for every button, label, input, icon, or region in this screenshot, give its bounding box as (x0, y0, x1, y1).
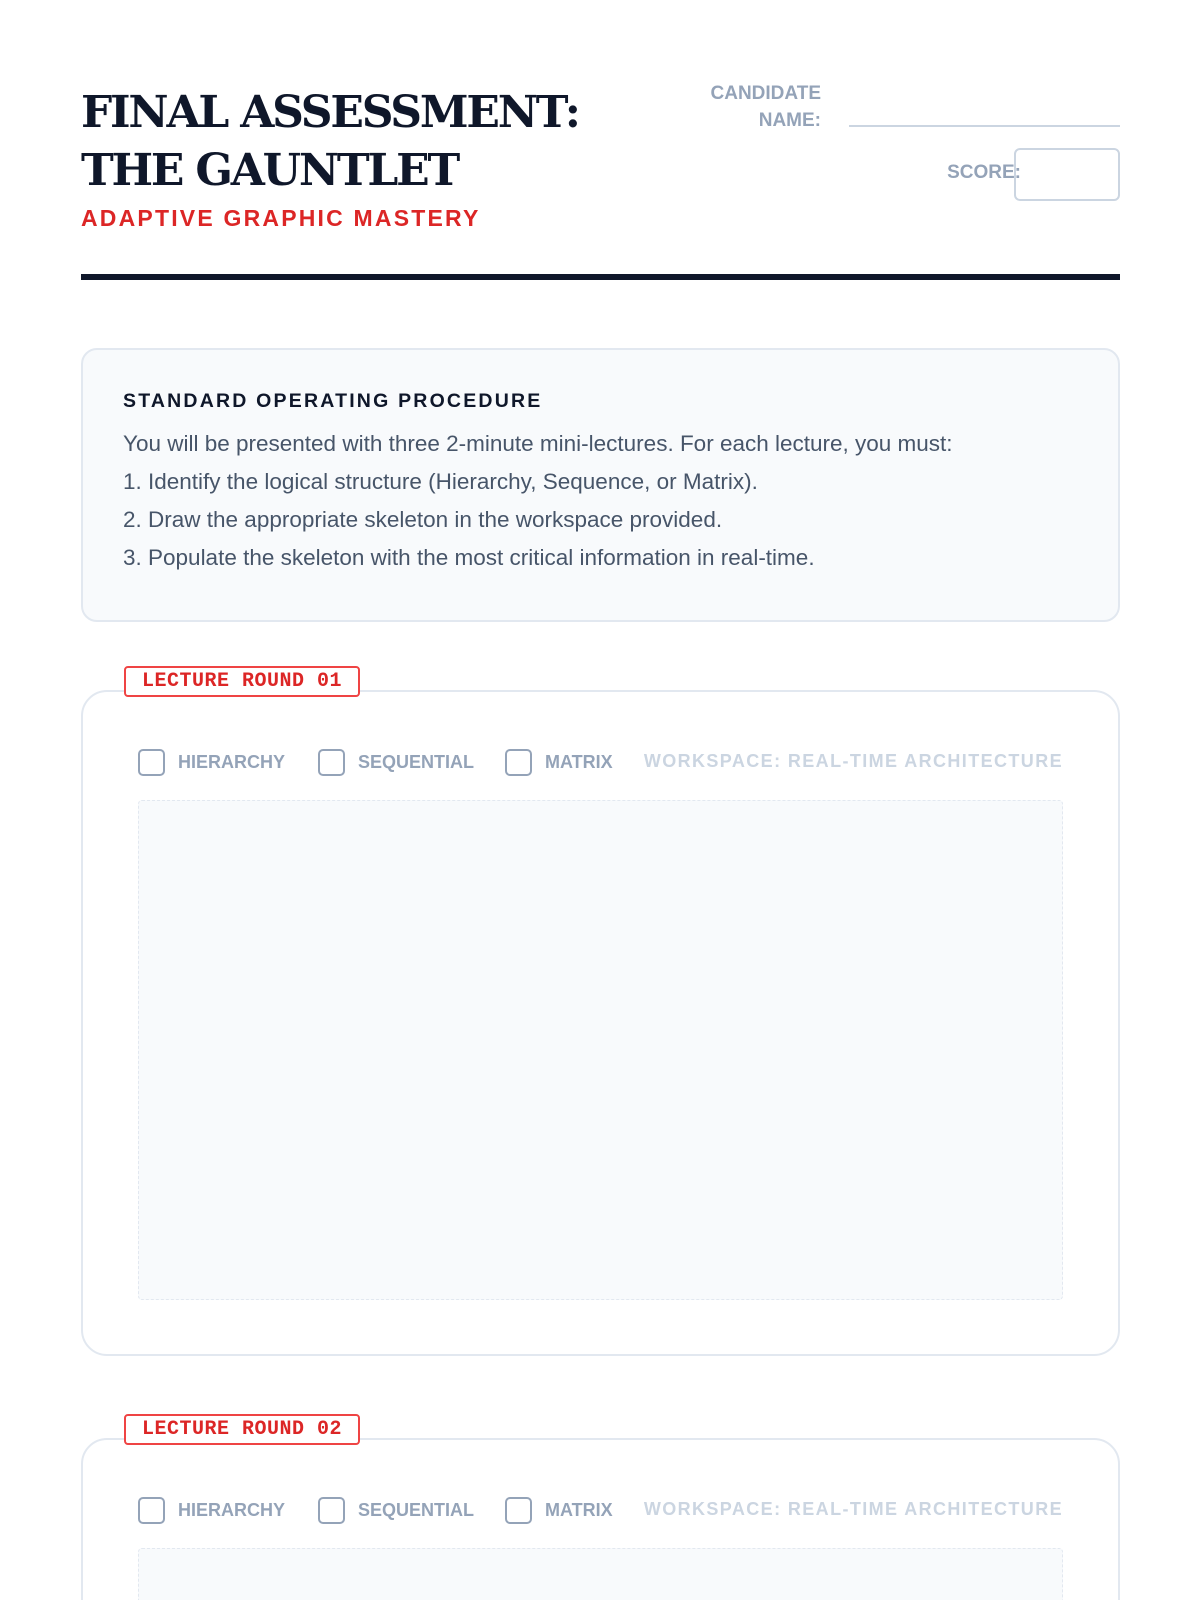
sequential-checkbox[interactable] (318, 749, 345, 776)
lecture-round-2 (81, 1414, 1120, 1600)
candidate-name-field[interactable] (849, 125, 1120, 127)
option-label: SEQUENTIAL (358, 751, 475, 772)
option-sequential[interactable] (318, 748, 474, 776)
header-divider (81, 274, 1120, 280)
option-label: MATRIX (545, 1499, 613, 1520)
option-hierarchy[interactable] (138, 1496, 285, 1524)
score-field[interactable] (1014, 148, 1120, 201)
sop-line: You will be presented with three 2-minute mini-lectures. For each lecture, you must: (123, 431, 953, 456)
page-subtitle: ADAPTIVE GRAPHIC MASTERY (81, 205, 481, 231)
lecture-round-1 (81, 666, 1120, 1366)
option-matrix[interactable] (505, 1496, 613, 1524)
candidate-name-label: CANDIDATE NAME: (710, 83, 821, 131)
sop-line: 1. Identify the logical structure (Hierarchy, Sequence, or Matrix). (123, 469, 758, 494)
option-label: MATRIX (545, 751, 613, 772)
option-label: HIERARCHY (178, 1499, 286, 1520)
matrix-checkbox[interactable] (505, 749, 532, 776)
sop-panel (81, 348, 1120, 622)
sop-line: 2. Draw the appropriate skeleton in the workspace provided. (123, 507, 723, 532)
option-matrix[interactable] (505, 748, 613, 776)
drawing-workspace[interactable] (138, 800, 1063, 1300)
structure-options (138, 748, 1063, 778)
option-hierarchy[interactable] (138, 748, 285, 776)
option-label: SEQUENTIAL (358, 1499, 475, 1520)
sop-line: 3. Populate the skeleton with the most critical information in real-time. (123, 545, 815, 570)
hierarchy-checkbox[interactable] (138, 749, 165, 776)
option-label: HIERARCHY (178, 751, 286, 772)
round-card (81, 690, 1120, 1356)
sop-heading: STANDARD OPERATING PROCEDURE (123, 390, 543, 412)
hierarchy-checkbox[interactable] (138, 1497, 165, 1524)
header (81, 80, 1120, 280)
score-label: SCORE: (947, 162, 1021, 183)
page-title: FINAL ASSESSMENT: THE GAUNTLET (81, 87, 579, 196)
option-sequential[interactable] (318, 1496, 474, 1524)
round-card (81, 1438, 1120, 1600)
round-tag: LECTURE ROUND 02 (124, 1414, 360, 1445)
structure-options (138, 1496, 1063, 1526)
workspace-label: WORKSPACE: REAL-TIME ARCHITECTURE (643, 1499, 1063, 1519)
round-tag: LECTURE ROUND 01 (124, 666, 360, 697)
drawing-workspace[interactable] (138, 1548, 1063, 1600)
sequential-checkbox[interactable] (318, 1497, 345, 1524)
matrix-checkbox[interactable] (505, 1497, 532, 1524)
sop-body (123, 425, 1078, 577)
workspace-label: WORKSPACE: REAL-TIME ARCHITECTURE (643, 751, 1063, 771)
